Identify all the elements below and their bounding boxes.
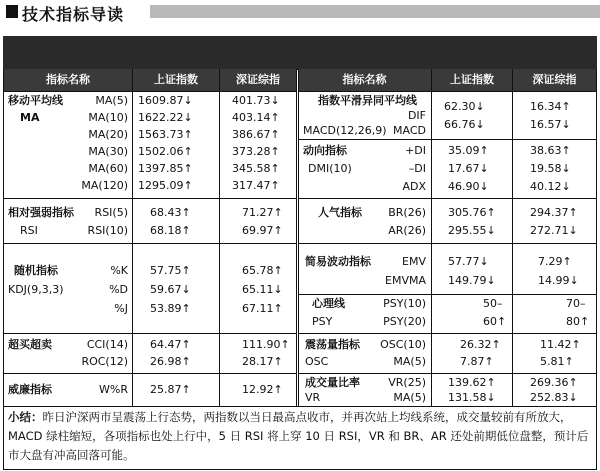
sh-value: 131.58↓: [448, 391, 496, 404]
sz-value: 70–: [566, 297, 586, 310]
sh-value: 50–: [483, 297, 503, 310]
grid-line: [219, 69, 220, 407]
param-label: EMV: [402, 255, 426, 268]
header-name-left: 指标名称: [46, 73, 90, 86]
param-label: MA(60): [88, 162, 128, 175]
indicator-abbr: MACD(12,26,9): [303, 124, 387, 137]
sh-value: 26.32↑: [460, 338, 501, 351]
param-label: RSI(10): [87, 224, 128, 237]
indicator-name: 动向指标: [303, 144, 347, 157]
param-label: +DI: [405, 144, 426, 157]
sh-value: 1295.09↑: [138, 179, 193, 192]
grid-line: [298, 139, 596, 140]
grid-line: [298, 243, 596, 244]
header-cell: [513, 69, 596, 91]
grid-line: [4, 373, 296, 374]
sz-value: 272.71↓: [530, 224, 578, 237]
sh-value: 35.09↑: [448, 144, 489, 157]
indicator-name: 指数平滑异同平均线: [318, 94, 417, 107]
param-label: RSI(5): [94, 206, 128, 219]
indicator-name: 成交量比率: [305, 376, 360, 389]
sh-value: 57.75↑: [150, 264, 191, 277]
param-label: ADX: [402, 180, 426, 193]
indicator-abbr: RSI: [20, 224, 38, 237]
sz-value: 269.36↑: [530, 376, 578, 389]
grid-line: [298, 333, 596, 334]
param-label: W%R: [99, 383, 128, 396]
param-label: MA(20): [88, 128, 128, 141]
grid-line: [298, 91, 596, 92]
header-sh-left: 上证指数: [154, 73, 198, 86]
sz-value: 14.99↓: [538, 274, 579, 287]
indicator-abbr: PSY: [312, 315, 333, 328]
sh-value: 26.98↑: [150, 355, 191, 368]
grid-line: [298, 294, 596, 295]
sz-value: 38.63↑: [530, 144, 571, 157]
sh-value: 305.76↑: [448, 206, 496, 219]
sz-value: 16.34↑: [530, 100, 571, 113]
header-name-right: 指标名称: [342, 73, 387, 86]
grid-line: [4, 198, 296, 199]
indicator-name: 移动平均线: [8, 94, 63, 107]
sh-value: 60↑: [483, 315, 507, 328]
param-label: BR(26): [388, 206, 426, 219]
sh-value: 62.30↓: [444, 100, 485, 113]
grid-line: [298, 373, 596, 374]
sz-value: 401.73↓: [232, 94, 280, 107]
sz-value: 28.17↑: [242, 355, 283, 368]
sz-value: 19.58↓: [530, 162, 571, 175]
grid-line: [4, 333, 296, 334]
sz-value: 65.11↓: [242, 283, 283, 296]
grid-line: [4, 406, 596, 407]
indicator-name: 简易波动指标: [305, 255, 371, 268]
sz-value: 317.47↑: [232, 179, 280, 192]
header-sz-right: 深证综指: [532, 73, 577, 86]
header-cell: [298, 69, 431, 91]
param-label: %K: [110, 264, 128, 277]
sh-value: 64.47↑: [150, 338, 191, 351]
param-label: VR(25): [388, 376, 426, 389]
header-cell: [4, 69, 132, 91]
sh-value: 17.67↓: [448, 162, 489, 175]
sh-value: 25.87↑: [150, 383, 191, 396]
param-label: MA(5): [95, 94, 128, 107]
header-cell: [432, 69, 512, 91]
summary-note: [8, 408, 592, 465]
sh-value: 149.79↓: [448, 274, 496, 287]
param-label: CCI(14): [86, 338, 128, 351]
indicator-name: 随机指标: [14, 264, 58, 277]
header-sz-left: 深证综指: [236, 73, 280, 86]
sh-value: 1397.85↑: [138, 162, 193, 175]
indicator-name: 震荡量指标: [305, 338, 360, 351]
grid-line: [4, 243, 296, 244]
header-cell: [220, 69, 296, 91]
sz-value: 69.97↑: [242, 224, 283, 237]
grid-line: [298, 198, 596, 199]
sh-value: 57.77↓: [448, 255, 489, 268]
sh-value: 1622.22↓: [138, 111, 193, 124]
sh-value: 139.62↑: [448, 376, 496, 389]
indicator-name: 人气指标: [318, 206, 362, 219]
indicator-abbr: OSC: [305, 355, 329, 368]
sz-value: 7.29↑: [538, 255, 572, 268]
sz-value: 65.78↑: [242, 264, 283, 277]
param-label: –DI: [408, 162, 426, 175]
sz-value: 67.11↑: [242, 302, 283, 315]
grid-line: [296, 69, 297, 407]
sh-value: 46.90↓: [448, 180, 489, 193]
param-label: DIF: [407, 109, 426, 122]
sh-value: 7.87↑: [460, 355, 494, 368]
sh-value: 59.67↓: [150, 283, 191, 296]
param-label: EMVMA: [385, 274, 426, 287]
sh-value: 53.89↑: [150, 302, 191, 315]
sz-value: 40.12↓: [530, 180, 571, 193]
summary-label: 小结：: [8, 410, 43, 424]
param-label: ROC(12): [81, 355, 128, 368]
param-label: PSY(20): [383, 315, 426, 328]
page-title-bar: [0, 0, 600, 26]
grid-line: [4, 91, 296, 92]
param-label: MA(10): [88, 111, 128, 124]
indicator-abbr: VR: [305, 391, 321, 404]
param-label: MA(5): [393, 355, 426, 368]
param-label: PSY(10): [383, 297, 426, 310]
param-label: MACD: [393, 124, 426, 137]
page-title: 技术指标导读: [22, 5, 125, 24]
sz-value: 252.83↓: [530, 391, 578, 404]
grid-line: [431, 69, 432, 407]
sz-value: 80↑: [566, 315, 590, 328]
indicator-name: 威廉指标: [8, 383, 52, 396]
sz-value: 12.92↑: [242, 383, 283, 396]
sz-value: 386.67↑: [232, 128, 280, 141]
sh-value: 68.43↑: [150, 206, 191, 219]
summary-text: 昨日沪深两市呈震荡上行态势，两指数以当日最高点收市，并再次站上均线系统，成交量较前有所放大，MACD 绿柱缩短，各项指标也处上行中，5 日 RSI 将上穿 10 日 RSI，VR 和 BR、AR 还处前期低位盘整，预计后市大盘有冲高回落可能。: [8, 410, 589, 462]
sz-value: 11.42↑: [540, 338, 581, 351]
indicator-name: 超买超卖: [8, 338, 52, 351]
sh-value: 66.76↓: [444, 118, 485, 131]
sz-value: 373.28↑: [232, 145, 280, 158]
param-label: %D: [109, 283, 128, 296]
sz-value: 403.14↑: [232, 111, 280, 124]
param-label: MA(30): [88, 145, 128, 158]
indicator-name: 相对强弱指标: [8, 206, 74, 219]
sz-value: 345.58↑: [232, 162, 280, 175]
sh-value: 68.18↑: [150, 224, 191, 237]
indicator-abbr: MA: [20, 111, 40, 124]
sz-value: 71.27↑: [242, 206, 283, 219]
sh-value: 1563.73↑: [138, 128, 193, 141]
sz-value: 111.90↑: [242, 338, 290, 351]
sh-value: 1609.87↓: [138, 94, 193, 107]
grid-line: [132, 69, 133, 407]
param-label: OSC(10): [380, 338, 426, 351]
header-sh-right: 上证指数: [450, 73, 494, 86]
indicator-abbr: DMI(10): [308, 162, 352, 175]
param-label: %J: [114, 302, 128, 315]
sz-value: 5.81↑: [540, 355, 574, 368]
title-rule: [150, 5, 600, 18]
title-square-icon: [6, 5, 18, 18]
header-band: [3, 36, 597, 69]
sh-value: 295.55↓: [448, 224, 496, 237]
param-label: MA(5): [393, 391, 426, 404]
indicator-name: 心理线: [312, 297, 345, 310]
param-label: MA(120): [81, 179, 128, 192]
param-label: AR(26): [388, 224, 426, 237]
sz-value: 294.37↑: [530, 206, 578, 219]
grid-line: [298, 69, 299, 407]
indicator-abbr: KDJ(9,3,3): [8, 283, 64, 296]
sh-value: 1502.06↑: [138, 145, 193, 158]
header-cell: [133, 69, 219, 91]
sz-value: 16.57↓: [530, 118, 571, 131]
grid-line: [512, 69, 513, 407]
